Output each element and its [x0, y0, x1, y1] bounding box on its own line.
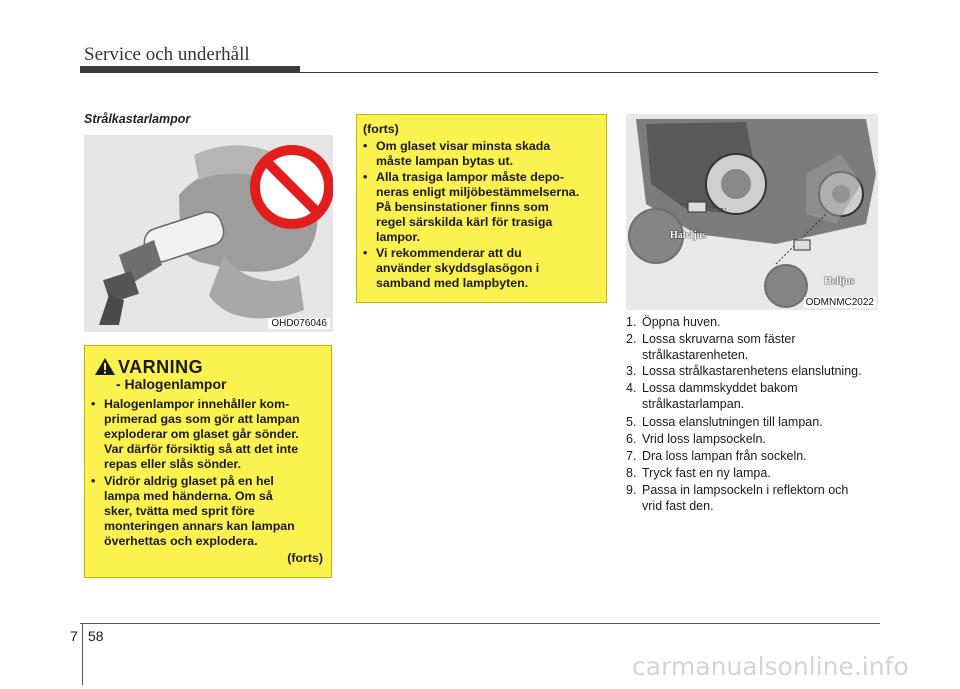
text-line: Om glaset visar minsta skada — [376, 139, 551, 153]
text-line: repas eller slås sönder. — [104, 457, 242, 471]
text-line: På bensinstationer finns som — [376, 200, 549, 214]
text-line: strålkastarlampan. — [642, 397, 745, 411]
watermark: carmanualsonline.info — [632, 652, 909, 681]
text-line: sker, tvätta med sprit före — [104, 504, 255, 518]
warning-subtitle: - Halogenlampor — [116, 376, 227, 392]
warning-continued: (forts) — [287, 551, 323, 565]
section-title: Strålkastarlampor — [84, 112, 191, 126]
text-line: Lossa strålkastarenhetens elanslutning. — [642, 364, 862, 378]
step-number: 9. — [626, 483, 637, 497]
bulb-hand-drawing — [84, 135, 333, 332]
step-item — [626, 314, 878, 332]
step-item — [626, 414, 878, 432]
text-line: Dra loss lampan från sockeln. — [642, 449, 807, 463]
text-line: Vi rekommenderar att du — [376, 246, 522, 260]
bulb-handling-illustration — [84, 135, 333, 332]
text-line: överhettas och explodera. — [104, 534, 258, 548]
warning-bullet: • Halogenlampor innehåller kom- primerad gas som gör att lampan exploderar om glaset går sönder. Var därför försiktig så att det inte repas eller slås sönder. — [91, 397, 323, 472]
warning-triangle-icon — [94, 357, 116, 381]
text-line: monteringen annars kan lampan — [104, 519, 295, 533]
continued-heading: (forts) — [363, 122, 399, 136]
text-line: Var därför försiktig så att det inte — [104, 442, 299, 456]
text-line: vrid fast den. — [642, 499, 714, 513]
text-line: Vidrör aldrig glaset på en hel — [104, 474, 274, 488]
step-number: 8. — [626, 466, 637, 480]
continued-bullet: • Vi rekommenderar att du använder skyddsglasögon i samband med lampbyten. — [363, 246, 599, 291]
text-line: Tryck fast en ny lampa. — [642, 466, 771, 480]
continued-bullet: • Alla trasiga lampor måste depo- neras enligt miljöbestämmelserna. På bensinstationer finns som regel särskilda kärl för trasiga lampor. — [363, 170, 599, 245]
low-beam-label: Halvljus — [670, 230, 707, 241]
step-item — [626, 363, 878, 381]
step-number: 1. — [626, 315, 637, 329]
text-line: regel särskilda kärl för trasiga — [376, 215, 553, 229]
warning-bullet: • Vidrör aldrig glaset på en hel lampa med händerna. Om så sker, tvätta med sprit före monteringen annars kan lampan överhettas och explodera. — [91, 474, 323, 549]
text-line: strålkastarenheten. — [642, 348, 749, 362]
page-number: 58 — [88, 628, 104, 644]
step-number: 3. — [626, 364, 637, 378]
page-header-title: Service och underhåll — [84, 44, 250, 65]
figure-right-caption: ODMNMC2022 — [805, 297, 874, 308]
text-line: lampor. — [376, 230, 421, 244]
step-number: 5. — [626, 415, 637, 429]
text-line: Lossa elanslutningen till lampan. — [642, 415, 823, 429]
text-line: använder skyddsglasögon i — [376, 261, 540, 275]
text-line: Passa in lampsockeln i reflektorn och — [642, 483, 849, 497]
footer-rule — [80, 623, 880, 624]
headlamp-illustration — [626, 114, 878, 310]
high-beam-label: Helljus — [824, 276, 855, 287]
step-number: 6. — [626, 432, 637, 446]
warning-title: VARNING — [118, 357, 204, 377]
continued-bullet: • Om glaset visar minsta skada måste lampan bytas ut. — [363, 139, 599, 169]
header-rule — [300, 72, 878, 73]
text-line: samband med lampbyten. — [376, 276, 529, 290]
step-item — [626, 331, 878, 365]
text-line: exploderar om glaset går sönder. — [104, 427, 299, 441]
text-line: primerad gas som gör att lampan — [104, 412, 300, 426]
step-number: 7. — [626, 449, 637, 463]
chapter-number: 7 — [70, 628, 78, 644]
step-item — [626, 465, 878, 483]
text-line: Vrid loss lampsockeln. — [642, 432, 766, 446]
text-line: Lossa skruvarna som fäster — [642, 332, 796, 346]
footer-divider — [82, 623, 83, 685]
text-line: Alla trasiga lampor måste depo- — [376, 170, 564, 184]
text-line: Öppna huven. — [642, 315, 721, 329]
step-item — [626, 431, 878, 449]
text-line: neras enligt miljöbestämmelserna. — [376, 185, 580, 199]
text-line: Halogenlampor innehåller kom- — [104, 397, 290, 411]
text-line: Lossa dammskyddet bakom — [642, 381, 798, 395]
step-item — [626, 448, 878, 466]
header-bar — [80, 66, 300, 73]
text-line: måste lampan bytas ut. — [376, 154, 514, 168]
step-number: 2. — [626, 332, 637, 346]
step-number: 4. — [626, 381, 637, 395]
figure-left-caption: OHD076046 — [268, 318, 330, 329]
step-item — [626, 482, 878, 516]
step-item — [626, 380, 878, 414]
text-line: lampa med händerna. Om så — [104, 489, 273, 503]
